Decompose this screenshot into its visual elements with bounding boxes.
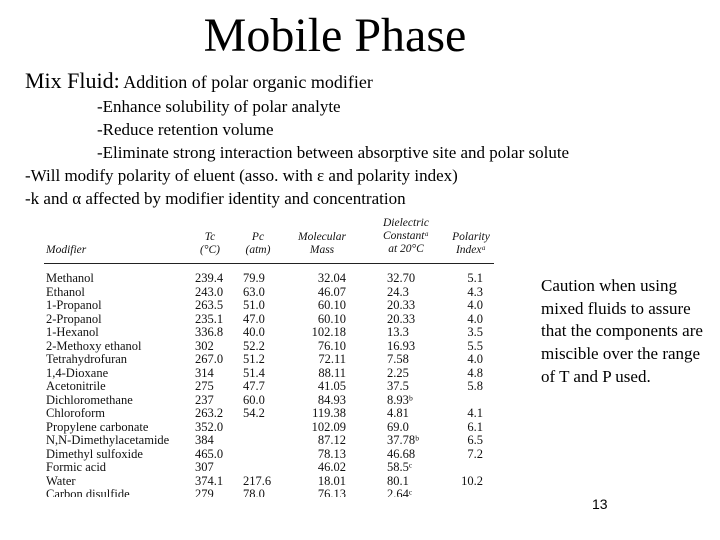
table-row bbox=[40, 420, 500, 432]
cell-pc: 51.2 bbox=[243, 352, 265, 366]
cell-polarity: 7.2 bbox=[467, 446, 483, 461]
cell-pc: 40.0 bbox=[243, 325, 265, 339]
cell-mass: 76.10 bbox=[317, 338, 346, 353]
table-row bbox=[40, 339, 500, 351]
cell-pc: 47.7 bbox=[243, 379, 265, 393]
cell-mass: 18.01 bbox=[317, 473, 346, 488]
cell-tc: 336.8 bbox=[195, 325, 224, 339]
bullet-solubility: -Enhance solubility of polar analyte bbox=[97, 97, 341, 116]
header-tc: Tc (°C) bbox=[200, 231, 220, 256]
cell-tc: 465.0 bbox=[195, 446, 224, 461]
bullet-interaction: -Eliminate strong interaction between absorptive site and polar solute bbox=[97, 143, 570, 162]
header-rule bbox=[44, 263, 494, 264]
cell-pc: 52.2 bbox=[243, 338, 265, 353]
mix-fluid-label: Mix Fluid: bbox=[25, 68, 120, 93]
cell-mass: 84.93 bbox=[317, 392, 346, 407]
cell-dielectric: 4.81 bbox=[387, 406, 409, 420]
cell-dielectric: 58.5ᶜ bbox=[387, 460, 413, 474]
cell-modifier: Propylene carbonate bbox=[46, 419, 149, 434]
cell-dielectric: 2.25 bbox=[387, 365, 409, 380]
cell-dielectric: 16.93 bbox=[387, 338, 416, 353]
cell-modifier: Tetrahydrofuran bbox=[46, 352, 128, 366]
slide-title: Mobile Phase bbox=[203, 9, 467, 62]
cell-modifier: Carbon disulfide bbox=[46, 487, 130, 497]
page-number: 13 bbox=[592, 496, 608, 512]
cell-modifier: Dichloromethane bbox=[46, 392, 133, 407]
cell-polarity: 4.8 bbox=[467, 365, 483, 380]
cell-dielectric: 8.93ᵇ bbox=[387, 392, 413, 407]
cell-polarity: 5.8 bbox=[467, 379, 483, 393]
cell-mass: 88.11 bbox=[318, 365, 346, 380]
cell-pc: 78.0 bbox=[243, 487, 265, 497]
table-row bbox=[40, 312, 500, 324]
cell-tc: 279 bbox=[195, 487, 214, 497]
table-row bbox=[40, 447, 500, 459]
cell-mass: 102.18 bbox=[311, 325, 346, 339]
cell-tc: 243.0 bbox=[195, 284, 224, 299]
header-pc: Pc (atm) bbox=[245, 231, 271, 256]
cell-pc: 79.9 bbox=[243, 271, 265, 285]
cell-modifier: Formic acid bbox=[46, 460, 107, 474]
cell-modifier: Water bbox=[46, 473, 76, 488]
cell-polarity: 4.0 bbox=[467, 298, 483, 312]
cell-pc: 47.0 bbox=[243, 311, 265, 326]
cell-pc: 51.4 bbox=[243, 365, 265, 380]
cell-modifier: Dimethyl sulfoxide bbox=[46, 446, 143, 461]
cell-pc: 51.0 bbox=[243, 298, 265, 312]
note-k-alpha: -k and α affected by modifier identity and concentration bbox=[25, 189, 406, 208]
cell-tc: 267.0 bbox=[195, 352, 224, 366]
cell-mass: 46.07 bbox=[317, 284, 346, 299]
cell-tc: 307 bbox=[195, 460, 214, 474]
table-row bbox=[40, 406, 500, 418]
cell-polarity: 4.3 bbox=[467, 284, 483, 299]
cell-mass: 46.02 bbox=[317, 460, 346, 474]
cell-polarity: 4.1 bbox=[467, 406, 483, 420]
cell-mass: 102.09 bbox=[311, 419, 346, 434]
cell-modifier: 1-Hexanol bbox=[46, 325, 99, 339]
cell-modifier: 1,4-Dioxane bbox=[46, 365, 109, 380]
table-row bbox=[40, 474, 500, 486]
cell-mass: 32.04 bbox=[317, 271, 346, 285]
cell-tc: 263.2 bbox=[195, 406, 224, 420]
table-row bbox=[40, 271, 500, 283]
note-polarity: -Will modify polarity of eluent (asso. with ε and polarity index) bbox=[25, 166, 458, 185]
table-row bbox=[40, 366, 500, 378]
cell-tc: 235.1 bbox=[195, 311, 224, 326]
cell-polarity: 3.5 bbox=[467, 325, 483, 339]
mix-fluid-line bbox=[25, 68, 373, 94]
cell-dielectric: 37.78ᵇ bbox=[387, 433, 419, 447]
bullet-retention: -Reduce retention volume bbox=[97, 120, 274, 139]
cell-mass: 41.05 bbox=[317, 379, 346, 393]
cell-mass: 87.12 bbox=[317, 433, 346, 447]
cell-polarity: 6.5 bbox=[467, 433, 483, 447]
table-row bbox=[40, 325, 500, 337]
cell-dielectric: 37.5 bbox=[387, 379, 409, 393]
cell-dielectric: 24.3 bbox=[387, 284, 409, 299]
cell-tc: 275 bbox=[195, 379, 214, 393]
cell-dielectric: 13.3 bbox=[387, 325, 409, 339]
cell-modifier: Chloroform bbox=[46, 406, 106, 420]
cell-modifier: 2-Propanol bbox=[46, 311, 102, 326]
cell-tc: 314 bbox=[195, 365, 214, 380]
cell-pc: 63.0 bbox=[243, 284, 265, 299]
cell-mass: 60.10 bbox=[317, 298, 346, 312]
caution-note: Caution when using mixed fluids to assure that the components are miscible over the range of T and P used. bbox=[541, 276, 703, 386]
cell-polarity: 6.1 bbox=[467, 419, 483, 434]
cell-dielectric: 2.64ᶜ bbox=[387, 487, 413, 497]
cell-dielectric: 69.0 bbox=[387, 419, 409, 434]
table-row bbox=[40, 460, 500, 472]
table-row bbox=[40, 379, 500, 391]
cell-mass: 76.13 bbox=[317, 487, 346, 497]
cell-dielectric: 20.33 bbox=[387, 298, 416, 312]
cell-tc: 374.1 bbox=[195, 473, 224, 488]
cell-tc: 384 bbox=[195, 433, 214, 447]
cell-dielectric: 20.33 bbox=[387, 311, 416, 326]
cell-modifier: N,N-Dimethylacetamide bbox=[46, 433, 170, 447]
table-row bbox=[40, 433, 500, 445]
cell-modifier: 2-Methoxy ethanol bbox=[46, 338, 142, 353]
cell-dielectric: 80.1 bbox=[387, 473, 409, 488]
cell-dielectric: 32.70 bbox=[387, 271, 416, 285]
mix-fluid-text: Addition of polar organic modifier bbox=[119, 72, 373, 92]
modifier-table bbox=[40, 215, 500, 497]
cell-pc: 60.0 bbox=[243, 392, 265, 407]
cell-tc: 237 bbox=[195, 392, 214, 407]
cell-dielectric: 46.68 bbox=[387, 446, 416, 461]
cell-polarity: 4.0 bbox=[467, 352, 483, 366]
cell-mass: 60.10 bbox=[317, 311, 346, 326]
cell-mass: 119.38 bbox=[312, 406, 346, 420]
table-row bbox=[40, 352, 500, 364]
cell-mass: 78.13 bbox=[317, 446, 346, 461]
header-dielectric: Dielectric Constantᵃ at 20°C bbox=[382, 217, 430, 255]
table-row bbox=[40, 285, 500, 297]
cell-modifier: Ethanol bbox=[46, 284, 85, 299]
cell-dielectric: 7.58 bbox=[387, 352, 409, 366]
cell-tc: 239.4 bbox=[195, 271, 224, 285]
cell-modifier: Methanol bbox=[46, 271, 94, 285]
cell-modifier: 1-Propanol bbox=[46, 298, 102, 312]
cell-polarity: 5.5 bbox=[467, 338, 483, 353]
cell-pc: 217.6 bbox=[243, 473, 272, 488]
cell-tc: 302 bbox=[195, 338, 214, 353]
cell-polarity: 4.0 bbox=[467, 311, 483, 326]
cell-modifier: Acetonitrile bbox=[46, 379, 106, 393]
table-row bbox=[40, 487, 500, 497]
cell-tc: 263.5 bbox=[195, 298, 224, 312]
cell-polarity: 10.2 bbox=[461, 473, 483, 488]
table-row bbox=[40, 393, 500, 405]
cell-pc: 54.2 bbox=[243, 406, 265, 420]
header-mass: Molecular Mass bbox=[298, 231, 346, 256]
cell-mass: 72.11 bbox=[318, 352, 346, 366]
header-modifier: Modifier bbox=[46, 244, 87, 256]
cell-polarity: 5.1 bbox=[467, 271, 483, 285]
header-polarity: Polarity Indexᵃ bbox=[452, 231, 490, 256]
table-row bbox=[40, 298, 500, 310]
cell-tc: 352.0 bbox=[195, 419, 224, 434]
